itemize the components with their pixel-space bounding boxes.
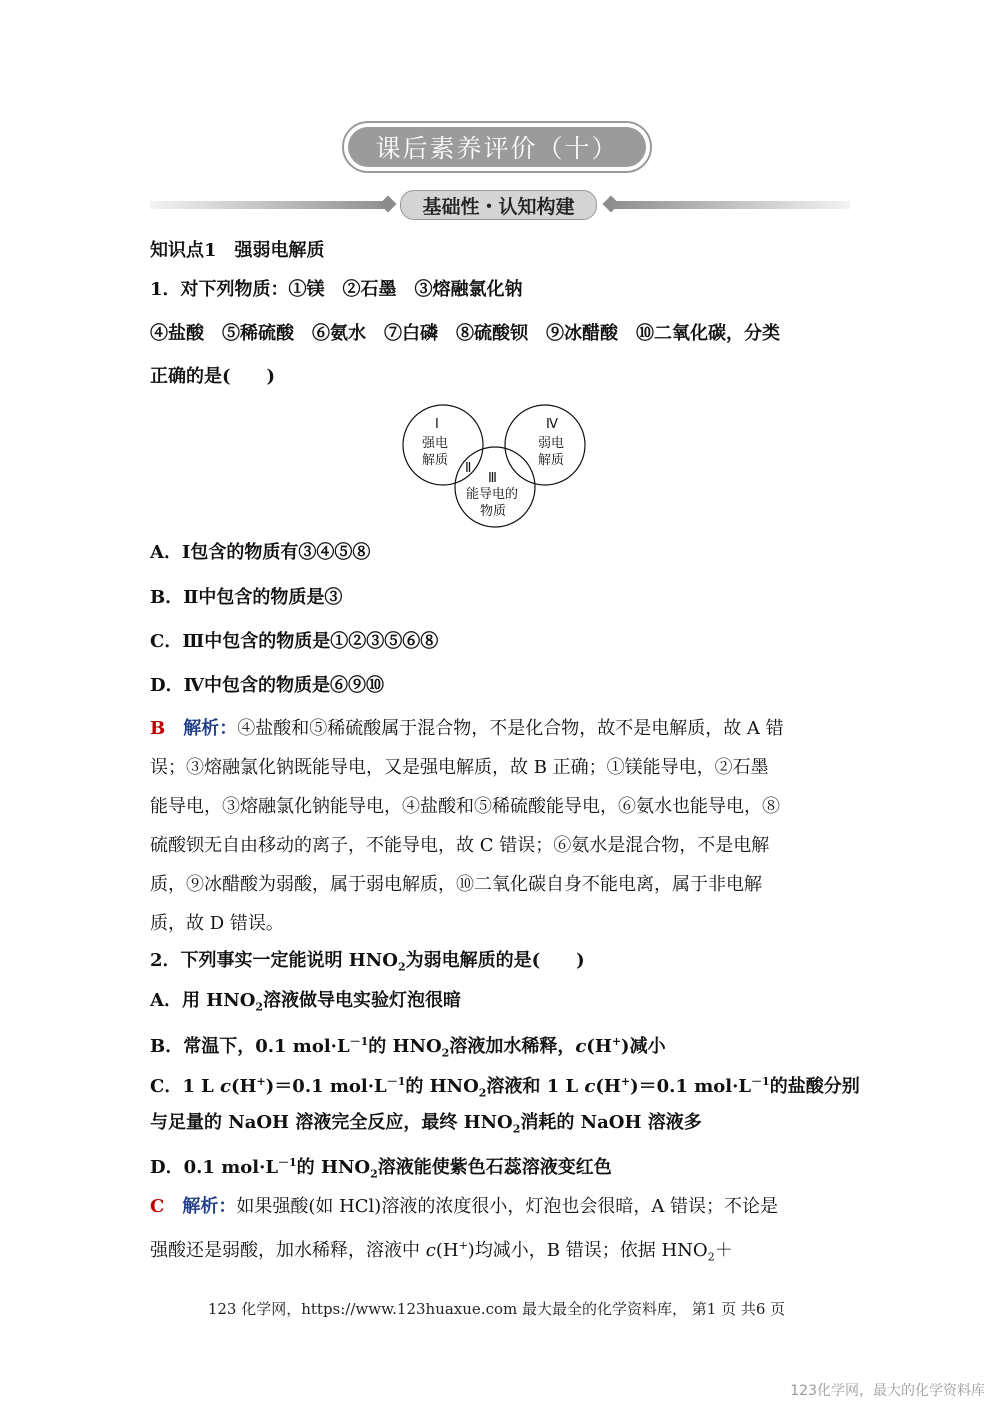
q1-option-c: C．Ⅲ中包含的物质是①②③⑤⑥⑧: [150, 631, 439, 652]
venn-label-i: Ⅰ: [435, 417, 439, 432]
venn-diagram: [400, 402, 600, 532]
venn-label-iv-line2: 解质: [538, 453, 565, 468]
q1-analysis-line-4: 硫酸钡无自由移动的离子，不能导电，故 C 错误；⑥氨水是混合物，不是电解: [150, 835, 770, 856]
venn-label-i-line1: 强电: [422, 436, 449, 451]
h-close: ): [467, 1240, 475, 1261]
venn-label-ii: Ⅱ: [465, 461, 472, 476]
q1-option-a: A．Ⅰ包含的物质有③④⑤⑧: [150, 542, 371, 563]
q2-a-part-1: A．用 HNO: [150, 990, 256, 1011]
h-close: ): [621, 1036, 630, 1057]
q1-option-b: B．Ⅱ中包含的物质是③: [150, 587, 343, 608]
var-c: c: [220, 1076, 232, 1097]
q2-analysis-part-3: ＋: [714, 1240, 733, 1261]
subscript-2: 2: [478, 1086, 487, 1100]
subscript-2: 2: [707, 1250, 715, 1264]
venn-label-iii-line2: 物质: [480, 504, 507, 519]
var-c: c: [425, 1240, 436, 1261]
page-footer: 123 化学网，https://www.123huaxue.com 最大最全的化学资料库， 第1 页 共6 页: [207, 1300, 786, 1318]
h-close: ): [265, 1076, 275, 1097]
q2-stem-part-1: 2．下列事实一定能说明 HNO: [150, 950, 398, 971]
q2-analysis-text-1: 如果强酸(如 HCl)溶液的浓度很小，灯泡也会很暗，A 错误；不论是: [236, 1196, 779, 1217]
q1-analysis-line-2: 误；③熔融氯化钠既能导电，又是强电解质，故 B 正确；①镁能导电，②石墨: [150, 757, 769, 778]
superscript-minus-1: －1: [751, 1075, 770, 1088]
subscript-2: 2: [255, 1000, 264, 1014]
superscript-plus: +: [620, 1075, 631, 1088]
q1-analysis-line-6: 质，故 D 错误。: [150, 913, 284, 934]
h-open: (H: [595, 1076, 621, 1097]
question-1-line-3: 正确的是( ): [150, 366, 276, 387]
q1-analysis-text-1: ④盐酸和⑤稀硫酸属于混合物，不是化合物，故不是电解质，故 A 错: [237, 718, 784, 739]
q1-analysis-line-1: [150, 716, 850, 742]
q2-d-part-3: 溶液能使紫色石蕊溶液变红色: [377, 1157, 612, 1178]
title-banner: [342, 121, 652, 173]
var-c: c: [575, 1036, 587, 1057]
q2-c-line2-part-2: 消耗的 NaOH 溶液多: [520, 1112, 702, 1133]
q2-analysis-line-2: [150, 1233, 850, 1271]
q2-b-part-2: 的 HNO: [368, 1036, 442, 1057]
superscript-minus-1: －1: [278, 1156, 297, 1169]
superscript-minus-1: －1: [349, 1035, 369, 1048]
q2-c-line2-part-1: 与足量的 NaOH 溶液完全反应，最终 HNO: [150, 1112, 513, 1133]
page-title: 课后素养评价（十）: [348, 127, 646, 167]
q2-c-part-3: 的 HNO: [405, 1076, 479, 1097]
q1-analysis-line-5: 质，⑨冰醋酸为弱酸，属于弱电解质，⑩二氧化碳自身不能电离，属于非电解: [150, 874, 762, 895]
q2-c-part-2: ＝0.1 mol·L: [274, 1076, 387, 1097]
venn-label-iv: Ⅳ: [546, 417, 558, 432]
var-c: c: [584, 1076, 596, 1097]
q2-option-a: [150, 988, 850, 1021]
section-heading: 基础性・认知构建: [400, 190, 597, 220]
watermark: 123化学网，最大的化学资料库: [790, 1383, 985, 1399]
superscript-plus: +: [458, 1239, 468, 1252]
q2-option-c-line-2: [150, 1110, 850, 1143]
q1-analysis-label: 解析：: [183, 718, 238, 739]
q2-option-d: [150, 1150, 850, 1188]
question-1-line-1: 1．对下列物质：①镁 ②石墨 ③熔融氯化钠: [150, 279, 523, 300]
knowledge-point-title: 知识点1 强弱电解质: [150, 240, 325, 261]
h-close: ): [630, 1076, 639, 1097]
q2-option-c-line-1: [150, 1069, 860, 1107]
superscript-plus: +: [611, 1035, 622, 1048]
venn-label-iv-line1: 弱电: [538, 436, 565, 451]
h-open: (H: [231, 1076, 257, 1097]
subscript-2: 2: [370, 1167, 378, 1181]
q2-d-part-2: 的 HNO: [296, 1157, 371, 1178]
q2-answer: C: [150, 1196, 165, 1217]
q2-c-part-4: 溶液和 1 L: [486, 1076, 585, 1097]
q2-a-part-2: 溶液做导电实验灯泡很暗: [263, 990, 462, 1011]
superscript-minus-1: －1: [386, 1075, 406, 1088]
section-rule-right: [610, 201, 850, 209]
q2-stem-part-2: 为弱电解质的是( ): [405, 950, 585, 971]
q2-option-b: [150, 1029, 850, 1067]
superscript-plus: +: [256, 1075, 266, 1088]
question-1-line-2: ④盐酸 ⑤稀硫酸 ⑥氨水 ⑦白磷 ⑧硫酸钡 ⑨冰醋酸 ⑩二氧化碳，分类: [150, 323, 780, 344]
q1-analysis-line-3: 能导电，③熔融氯化钠能导电，④盐酸和⑤稀硫酸能导电，⑥氨水也能导电，⑧: [150, 796, 780, 817]
q2-b-part-4: 减小: [629, 1036, 666, 1057]
q2-c-part-6: 的盐酸分别: [769, 1076, 860, 1097]
subscript-2: 2: [512, 1122, 521, 1136]
q2-c-part-1: C．1 L: [150, 1076, 221, 1097]
q2-d-part-1: D．0.1 mol·L: [150, 1157, 279, 1178]
q1-option-d: D．Ⅳ中包含的物质是⑥⑨⑩: [150, 675, 385, 696]
venn-label-iii-line1: 能导电的: [466, 487, 519, 502]
q2-b-part-3: 溶液加水稀释，: [449, 1036, 576, 1057]
q2-analysis-part-2: 均减小，B 错误；依据 HNO: [474, 1240, 708, 1261]
subscript-2: 2: [441, 1046, 450, 1060]
venn-label-i-line2: 解质: [422, 453, 449, 468]
section-rule-left: [150, 201, 390, 209]
q1-answer: B: [150, 718, 166, 739]
q2-analysis-label: 解析：: [182, 1196, 237, 1217]
q2-c-part-5: ＝0.1 mol·L: [638, 1076, 752, 1097]
q2-analysis-line-1: [150, 1194, 850, 1220]
diamond-left-icon: [380, 196, 397, 213]
q2-analysis-part-1: 强酸还是弱酸，加水稀释，溶液中: [150, 1240, 426, 1261]
venn-label-iii: Ⅲ: [488, 471, 497, 486]
h-open: (H: [586, 1036, 612, 1057]
question-2-stem: [150, 948, 850, 981]
h-open: (H: [435, 1240, 459, 1261]
q2-b-part-1: B．常温下，0.1 mol·L: [150, 1036, 350, 1057]
subscript-2: 2: [397, 960, 406, 974]
